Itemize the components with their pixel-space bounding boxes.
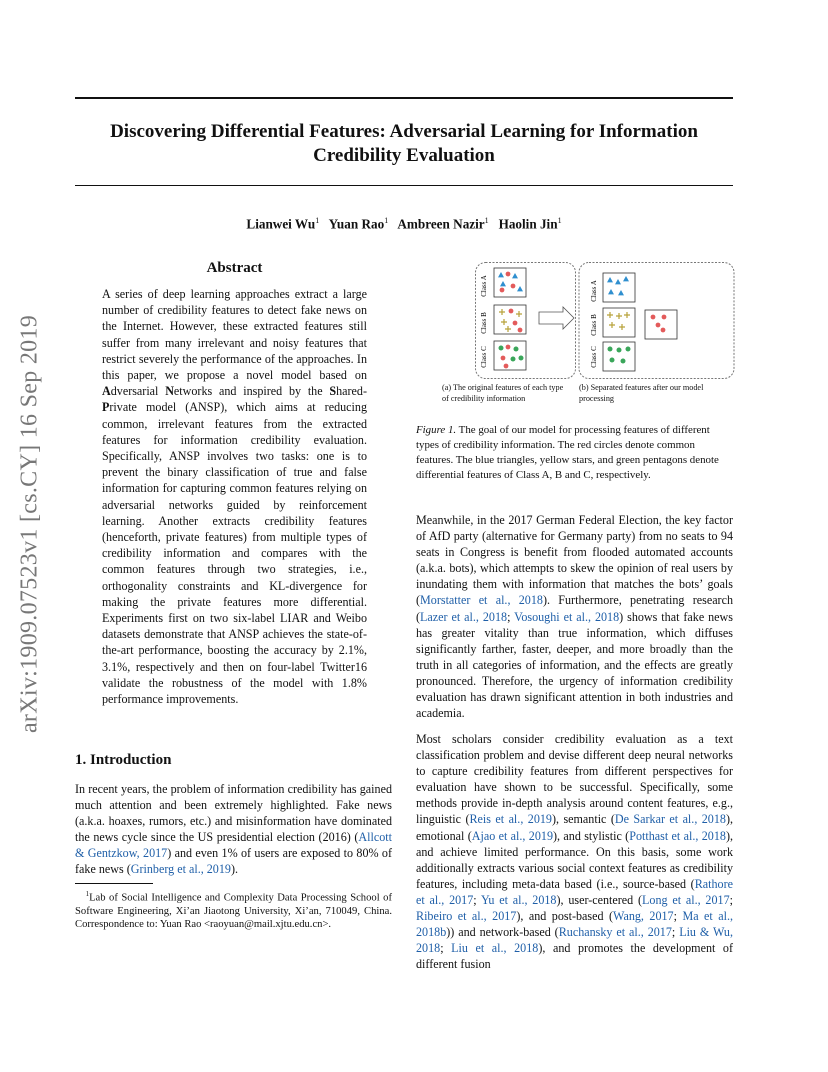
common-feature-circle (511, 284, 516, 289)
common-features-box (645, 310, 677, 339)
class-a-label: Class A (590, 280, 598, 302)
common-feature-circle (518, 328, 523, 333)
citation-link[interactable]: Liu & Wu, 2018 (416, 925, 733, 956)
common-feature-circle (513, 321, 518, 326)
class-c-box (494, 341, 526, 370)
abstract-heading: Abstract (206, 260, 263, 276)
section-heading-introduction: 1. Introduction (75, 752, 172, 768)
citation-link[interactable]: Liu et al., 2018 (451, 941, 539, 956)
abstract-body: A series of deep learning approaches extract a large number of credibility features to detect fake news on the Internet. However, these extracted features still suffer from many irrelevant and noisy features that restrict severely the performance of the approaches. In this paper, we propose a novel model based on Adversarial Networks and inspired by the Shared-Private model (ANSP), which aims at reducing common, irrelevant features from the extracted features for information credibility evaluation. Specifically, ANSP involves two tasks: one is to prevent the binary classification of true and false information for capturing common features relying on adversarial networks guided by reinforcement learning. Another extracts credibility features (henceforth, private features) from multiple types of credibility information and compares with the common features through two strategies, i.e., orthogonality constraints and KL-divergence for making the private features more differential. Experiments first on two six-label LIAR and Weibo datasets demonstrate that ANSP achieves the state-of-the-art performance, boosting the accuracy by 2.1%, 3.1%, respectively and then on four-label Twitter16 validate the robustness of the model with 1.8% performance improvements. (102, 287, 367, 707)
citation-link[interactable]: Potthast et al., 2018 (629, 828, 726, 843)
common-feature-circle (656, 323, 661, 328)
class-c-pentagon (514, 347, 519, 352)
right-paragraph-1: Meanwhile, in the 2017 German Federal Election, the key factor of AfD party (alternative for Germany party) from no seats to 94 seats in Congress is benefit from flooded automated accounts (a.k.a. bots), which attempts to skew the opinion of real users by inundating them with information that matches the bots’ goals (Morstatter et al., 2018). Furthermore, penetrating research (Lazer et al., 2018; Vosoughi et al., 2018) shows that fake news has greater vitality than true information, which diffuses significantly farther, faster, deeper, and more broadly than the truth in all categories of information, and the effects are greatly pronounced. Therefore, the urgency of information credibility evaluation has drawn significant attention in both industries and academia. (416, 513, 733, 721)
citation-link[interactable]: Grinberg et al., 2019 (130, 862, 231, 877)
common-feature-circle (506, 272, 511, 277)
citation-link[interactable]: Lazer et al., 2018 (420, 609, 508, 624)
right-paragraph-2: Most scholars consider credibility evaluation as a text classification problem and devise different deep neural networks to capture credibility features from different perspectives for evaluation have shown to be successful. Specifically, some methods provide in-depth analysis around content features, e.g., linguistic (Reis et al., 2019), semantic (De Sarkar et al., 2018), emotional (Ajao et al., 2019), and stylistic (Potthast et al., 2018), and achieve limited performance. On this basis, some work additionally extracts various social context features as credibility features, including meta-data based (i.e., source-based (Rathore et al., 2017; Yu et al., 2018), user-centered (Long et al., 2017; Ribeiro et al., 2017), and post-based (Wang, 2017; Ma et al., 2018b)) and network-based (Ruchansky et al., 2017; Liu & Wu, 2018; Liu et al., 2018), and promotes the development of different fusion (416, 732, 734, 972)
citation-link[interactable]: Rathore et al., 2017 (416, 876, 733, 907)
author-mark: 1 (384, 216, 389, 225)
class-a-label: Class A (480, 275, 488, 297)
citation-link[interactable]: De Sarkar et al., 2018 (614, 812, 726, 827)
class-c-pentagon (499, 346, 504, 351)
common-feature-circle (661, 328, 666, 333)
common-feature-circle (500, 288, 505, 293)
top-rule (75, 97, 733, 99)
author-name: Lianwei Wu (246, 216, 316, 232)
common-feature-circle (662, 315, 667, 320)
class-c-pentagon (617, 348, 622, 353)
common-feature-circle (504, 364, 509, 369)
class-c-box (603, 342, 635, 371)
citation-link[interactable]: Wang, 2017 (613, 909, 674, 924)
author-list (75, 216, 733, 232)
citation-link[interactable]: Reis et al., 2019 (469, 812, 552, 827)
arxiv-text: arXiv:1909.07523v1 [cs.CY] 16 Sep 2019 (16, 314, 43, 734)
common-feature-circle (509, 309, 514, 314)
author-mark: 1 (315, 216, 320, 225)
citation-link[interactable]: Ruchansky et al., 2017 (558, 925, 672, 940)
citation-link[interactable]: Vosoughi et al., 2018 (514, 609, 620, 624)
class-c-pentagon (621, 359, 626, 364)
author-name: Ambreen Nazir (397, 216, 485, 232)
citation-link[interactable]: Long et al., 2017 (642, 892, 730, 907)
author-name: Haolin Jin (498, 216, 558, 232)
title-line-1: Discovering Differential Features: Adversarial Learning for Information (110, 121, 698, 142)
citation-link[interactable]: Morstatter et al., 2018 (420, 593, 543, 608)
class-c-pentagon (519, 356, 524, 361)
class-c-pentagon (626, 347, 631, 352)
title-line-2: Credibility Evaluation (313, 145, 495, 166)
common-feature-circle (651, 315, 656, 320)
class-c-pentagon (511, 357, 516, 362)
common-feature-circle (506, 345, 511, 350)
author-mark: 1 (557, 216, 562, 225)
class-b-box (603, 308, 635, 337)
common-feature-circle (501, 356, 506, 361)
citation-link[interactable]: Allcott & Gentzkow, 2017 (75, 830, 392, 861)
author-name: Yuan Rao (328, 216, 385, 232)
footnote: $^1$Lab of Social Intelligence and Complexity Data Processing School of Software Engineering, Xi’an Jiaotong University, Xi’an, 710049, China. Correspondence to: Yuan Rao <raoyuan@mail.xjtu.edu.cn>. (75, 890, 392, 930)
subcaption-b: (b) Separated features after our model processing (579, 383, 704, 403)
footnote-rule (75, 883, 153, 884)
paper-title (75, 120, 733, 168)
class-c-label: Class C (590, 346, 598, 368)
class-a-box (494, 268, 526, 297)
citation-link[interactable]: Ajao et al., 2019 (471, 828, 553, 843)
arrow-icon (539, 307, 574, 329)
title-bottom-rule (75, 185, 733, 186)
citation-link[interactable]: Yu et al., 2018 (480, 892, 557, 907)
citation-link[interactable]: Ma et al., 2018b (416, 909, 733, 940)
subcaption-a: (a) The original features of each type of credibility information (442, 383, 564, 403)
class-c-pentagon (608, 347, 613, 352)
class-b-label: Class B (590, 314, 598, 336)
class-c-label: Class C (480, 346, 488, 368)
class-c-pentagon (610, 358, 615, 363)
citation-link[interactable]: Ribeiro et al., 2017 (416, 909, 517, 924)
intro-paragraph: In recent years, the problem of information credibility has gained much attention and been extremely highlighted. Fake news (a.k.a. hoaxes, rumors, etc.) and misinformation have dominated the news cycle since the US presidential election (2016) (Allcott & Gentzkow, 2017) and even 1% of users are exposed to 80% of fake news (Grinberg et al., 2019). (75, 782, 392, 877)
figure-caption: Figure 1. The goal of our model for processing features of different types of credibility information. The red circles denote common features. The blue triangles, yellow stars, and green pentagons denote differential features of Class A, B and C, respectively. (416, 424, 719, 481)
arxiv-identifier (10, 287, 50, 761)
class-b-label: Class B (480, 312, 488, 334)
class-a-box (603, 273, 635, 302)
author-mark: 1 (484, 216, 489, 225)
figure-1-diagram (475, 262, 735, 387)
